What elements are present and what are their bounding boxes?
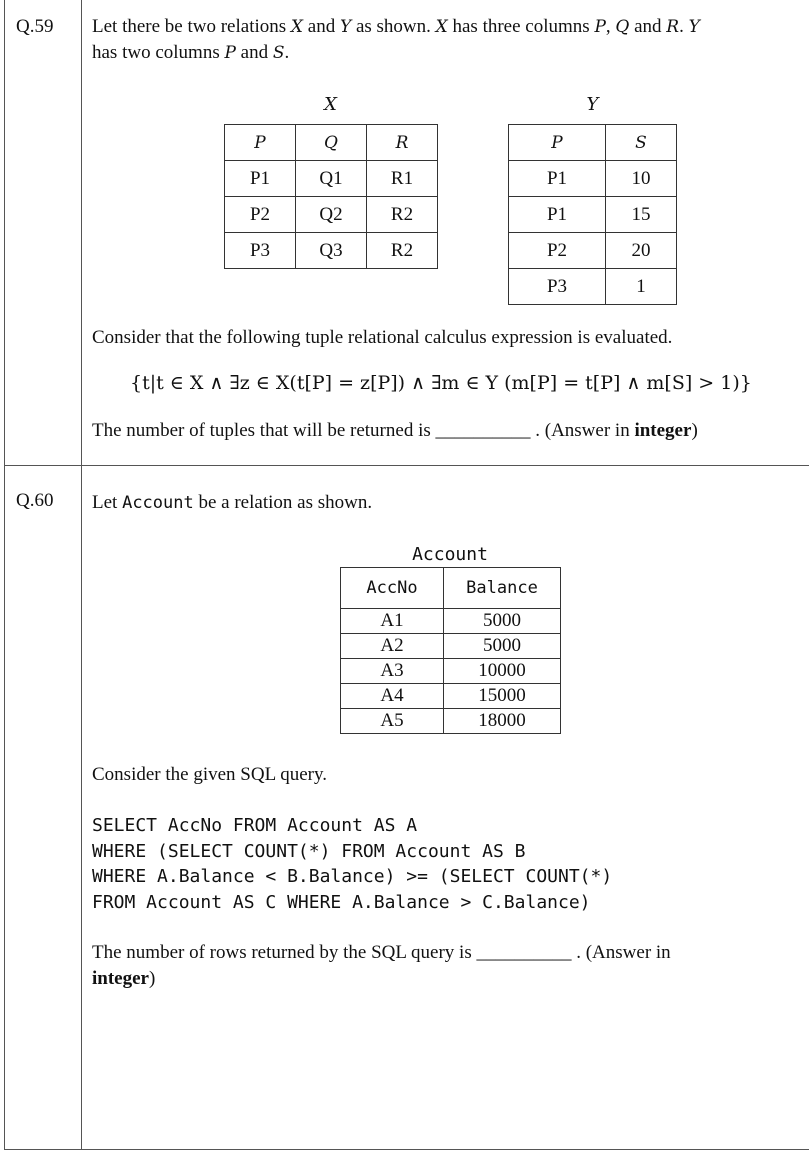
- table-cell: P3: [509, 269, 606, 305]
- q60-consider-text: Consider the given SQL query.: [92, 764, 327, 785]
- sql-line: WHERE (SELECT COUNT(*) FROM Account AS B: [92, 840, 526, 862]
- table-cell: 5000: [444, 634, 561, 659]
- table-y-header: S: [606, 125, 677, 161]
- table-row: [225, 161, 438, 197]
- q60-answer-line: The number of rows returned by the SQL query is __________ . (Answer in integer): [92, 942, 671, 989]
- account-header: AccNo: [341, 568, 444, 609]
- table-cell: A3: [341, 659, 444, 684]
- table-x: [224, 124, 438, 269]
- table-cell: 5000: [444, 609, 561, 634]
- table-row: [341, 684, 561, 709]
- table-cell: 10000: [444, 659, 561, 684]
- sql-query: [92, 813, 612, 915]
- column-divider: [81, 0, 82, 1150]
- account-table-title: Account: [412, 544, 488, 565]
- table-cell: P2: [509, 233, 606, 269]
- table-cell: R2: [367, 197, 438, 233]
- table-row: [225, 233, 438, 269]
- table-cell: 1: [606, 269, 677, 305]
- question-number-60: Q.60: [16, 490, 54, 511]
- table-x-header: P: [225, 125, 296, 161]
- table-y-header-row: [509, 125, 677, 161]
- table-y-header: P: [509, 125, 606, 161]
- table-cell: R2: [367, 233, 438, 269]
- q59-intro: Let there be two relations X and Y as shown. X has three columns P, Q and R. Y has two columns P and S.: [92, 16, 700, 63]
- table-cell: P2: [225, 197, 296, 233]
- table-y: [508, 124, 677, 305]
- table-x-title: X: [324, 94, 337, 115]
- question-divider: [4, 465, 809, 466]
- table-cell: P1: [225, 161, 296, 197]
- table-row: [341, 659, 561, 684]
- table-cell: P3: [225, 233, 296, 269]
- sql-line: SELECT AccNo FROM Account AS A: [92, 815, 418, 836]
- table-row: [225, 197, 438, 233]
- left-border: [4, 0, 5, 1150]
- table-cell: A2: [341, 634, 444, 659]
- table-x-header-row: [225, 125, 438, 161]
- table-x-header: R: [367, 125, 438, 161]
- sql-line: WHERE A.Balance < B.Balance) >= (SELECT COUNT(*): [92, 866, 613, 887]
- table-row: [341, 609, 561, 634]
- question-number-59: Q.59: [16, 16, 54, 37]
- q59-consider-text: Consider that the following tuple relational calculus expression is evaluated.: [92, 327, 673, 348]
- account-table: [340, 567, 561, 734]
- sql-line: FROM Account AS C WHERE A.Balance > C.Balance): [92, 891, 591, 913]
- table-cell: P1: [509, 197, 606, 233]
- table-cell: 18000: [444, 709, 561, 734]
- q59-answer-line: The number of tuples that will be returned is __________ . (Answer in integer): [92, 420, 698, 441]
- account-header-row: [341, 568, 561, 609]
- table-cell: A4: [341, 684, 444, 709]
- table-cell: 15: [606, 197, 677, 233]
- table-cell: A5: [341, 709, 444, 734]
- table-cell: Q1: [296, 161, 367, 197]
- table-row: [509, 161, 677, 197]
- table-cell: Q2: [296, 197, 367, 233]
- table-row: [341, 634, 561, 659]
- bottom-border: [4, 1149, 809, 1150]
- table-row: [509, 197, 677, 233]
- table-cell: P1: [509, 161, 606, 197]
- table-cell: 20: [606, 233, 677, 269]
- table-row: [341, 709, 561, 734]
- table-row: [509, 233, 677, 269]
- table-cell: 10: [606, 161, 677, 197]
- table-row: [509, 269, 677, 305]
- table-cell: 15000: [444, 684, 561, 709]
- table-cell: A1: [341, 609, 444, 634]
- q59-formula: {t|t ∈ X ∧ ∃z ∈ X(t[P] = z[P]) ∧ ∃m ∈ Y (m[P] = t[P] ∧ m[S] > 1)}: [130, 372, 752, 394]
- q60-intro: Let Account be a relation as shown.: [92, 492, 373, 513]
- table-cell: Q3: [296, 233, 367, 269]
- account-header: Balance: [444, 568, 561, 609]
- table-y-title: Y: [586, 94, 599, 115]
- table-x-header: Q: [296, 125, 367, 161]
- table-cell: R1: [367, 161, 438, 197]
